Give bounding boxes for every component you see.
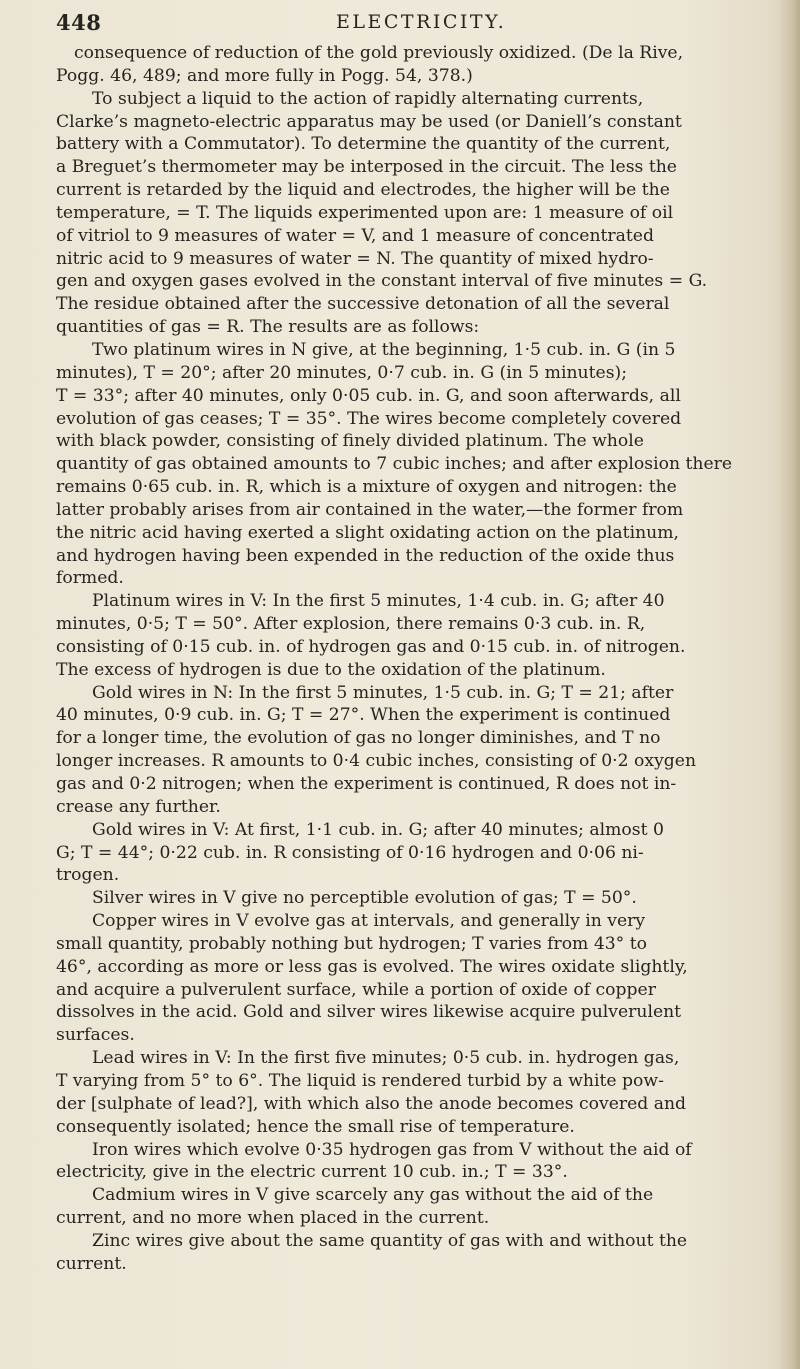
text-line: formed. [56,568,124,589]
paragraph-start: Two platinum wires in N give, at the beginning, 1·5 cub. in. G (in 5 [92,339,676,360]
text-line: der [sulphate of lead?], with which also the anode becomes covered and [56,1093,687,1114]
text-line: temperature, = T. The liquids experimented upon are: 1 measure of oil [56,202,674,223]
text-line: and hydrogen having been expended in the reduction of the oxide thus [56,545,675,566]
text-line: and acquire a pulverulent surface, while a portion of oxide of copper [56,979,656,1000]
text-line: gas and 0·2 nitrogen; when the experiment is continued, R does not in- [56,774,677,794]
text-line: quantity of gas obtained amounts to 7 cubic inches; and after explosion there [56,454,733,475]
paragraph-start: Cadmium wires in V give scarcely any gas without the aid of the [92,1185,654,1206]
text-line: T varying from 5° to 6°. The liquid is rendered turbid by a white pow- [56,1070,664,1091]
text-line: nitric acid to 9 measures of water = N. The quantity of mixed hydro- [56,248,654,269]
text-line: current. [56,1253,127,1274]
text-line: small quantity, probably nothing but hydrogen; T varies from 43° to [56,933,647,954]
paragraph-start: Gold wires in V: At first, 1·1 cub. in. G; after 40 minutes; almost 0 [92,819,664,840]
text-line: battery with a Commutator). To determine the quantity of the current, [56,134,671,155]
paragraph-start: Lead wires in V: In the first five minutes; 0·5 cub. in. hydrogen gas, [92,1048,680,1069]
page-number: 448 [56,10,102,35]
text-line: longer increases. R amounts to 0·4 cubic inches, consisting of 0·2 oxygen [56,751,697,772]
text-line: for a longer time, the evolution of gas no longer diminishes, and T no [56,728,661,749]
text-line: gen and oxygen gases evolved in the constant interval of five minutes = G. [56,271,708,292]
body-text [56,42,768,1276]
text-line: Pogg. 46, 489; and more fully in Pogg. 54, 378.) [56,65,473,86]
text-line: Clarke’s magneto-electric apparatus may be used (or Daniell’s constant [56,111,682,132]
text-line: consequently isolated; hence the small rise of temperature. [56,1116,575,1137]
paragraph-start: Platinum wires in V: In the first 5 minutes, 1·4 cub. in. G; after 40 [92,591,665,612]
text-line: G; T = 44°; 0·22 cub. in. R consisting of 0·16 hydrogen and 0·06 ni- [56,842,644,863]
text-line: minutes), T = 20°; after 20 minutes, 0·7 cub. in. G (in 5 minutes); [56,362,628,383]
page-header [56,10,756,38]
text-line: current, and no more when placed in the current. [56,1208,490,1229]
text-line: 40 minutes, 0·9 cub. in. G; T = 27°. When the experiment is continued [56,705,671,726]
text-line: The excess of hydrogen is due to the oxidation of the platinum. [56,659,606,680]
paragraph-start: To subject a liquid to the action of rapidly alternating currents, [92,88,644,109]
text-line: quantities of gas = R. The results are as follows: [56,317,480,338]
paragraph-start: Copper wires in V evolve gas at intervals, and generally in very [92,911,646,932]
paragraph-start: Zinc wires give about the same quantity of gas with and without the [92,1230,688,1251]
text-line: consequence of reduction of the gold previously oxidized. (De la Rive, [74,43,684,63]
text-line: with black powder, consisting of finely divided platinum. The whole [56,431,644,452]
paragraph-start: Silver wires in V give no perceptible evolution of gas; T = 50°. [92,888,637,909]
text-line: electricity, give in the electric current 10 cub. in.; T = 33°. [56,1162,568,1183]
text-line: of vitriol to 9 measures of water = V, and 1 measure of concentrated [56,225,654,246]
text-line: the nitric acid having exerted a slight oxidating action on the platinum, [56,522,679,543]
text-line: consisting of 0·15 cub. in. of hydrogen gas and 0·15 cub. in. of nitrogen. [56,636,686,657]
text-line: current is retarded by the liquid and electrodes, the higher will be the [56,180,670,201]
paragraph-start: Iron wires which evolve 0·35 hydrogen gas from V without the aid of [92,1139,692,1160]
text-line: surfaces. [56,1025,135,1046]
text-line: latter probably arises from air contained in the water,—the former from [56,499,684,520]
text-line: The residue obtained after the successive detonation of all the several [56,294,670,315]
page-edge-shadow [778,0,800,1369]
running-head: ELECTRICITY. [336,11,507,33]
text-line: T = 33°; after 40 minutes, only 0·05 cub. in. G, and soon afterwards, all [56,385,681,406]
text-line: dissolves in the acid. Gold and silver wires likewise acquire pulverulent [56,1002,682,1023]
text-line: evolution of gas ceases; T = 35°. The wires become completely covered [56,408,682,429]
text-line: a Breguet’s thermometer may be interposed in the circuit. The less the [56,157,677,178]
paragraph-start: Gold wires in N: In the first 5 minutes, 1·5 cub. in. G; T = 21; after [92,682,674,703]
text-line: 46°, according as more or less gas is evolved. The wires oxidate slightly, [56,956,688,977]
text-line: minutes, 0·5; T = 50°. After explosion, there remains 0·3 cub. in. R, [56,614,646,635]
text-line: remains 0·65 cub. in. R, which is a mixture of oxygen and nitrogen: the [56,477,677,498]
text-line: crease any further. [56,796,221,817]
text-line: trogen. [56,865,120,886]
